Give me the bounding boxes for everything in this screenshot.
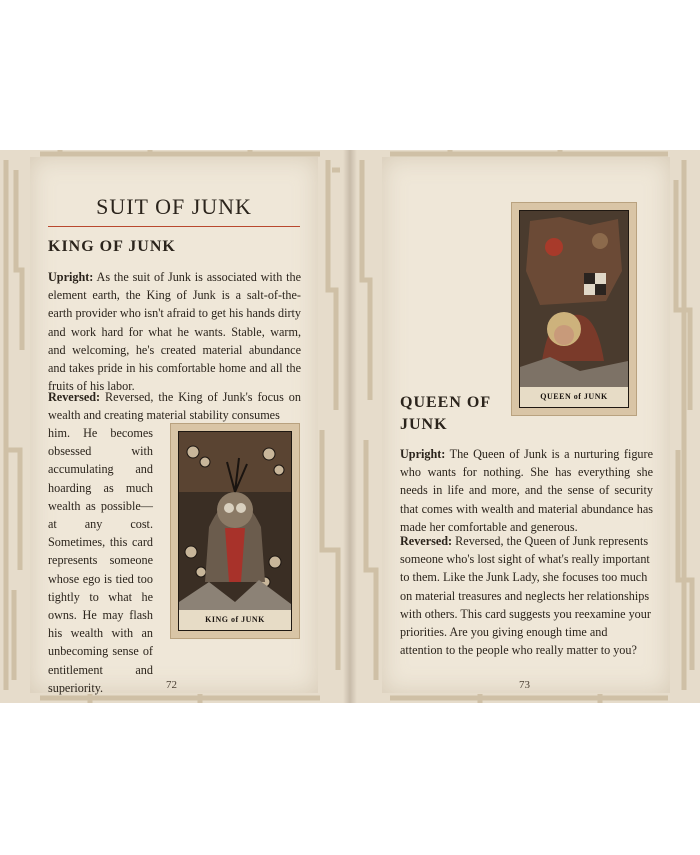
queen-reversed-text: Reversed, the Queen of Junk represents someone who's lost sight of what's really important to them. Like the Junk Lady, she focuses too much on material treasures and neglects her relationships with others. This card suggests you reexamine your priorities. Are you giving enough time and attention to the people who really matter to you? xyxy=(400,534,651,658)
king-upright-text: As the suit of Junk is associated with the element earth, the King of Junk is a salt-of-the-earth provider who isn't afraid to get his hands dirty and work hard for what he wants. Stable, warm, and welcoming, he's created material abundance and takes pride in his comfortable home and all the fruits of his labor. xyxy=(48,270,301,394)
king-reversed-column: him. He becomes obsessed with accumulating and hoarding as much wealth as possible—at any cost. Sometimes, this card represents someone whose ego is tied too tightly to what he owns. He may flash his wealth with an unbecoming sense of entitlement and superiority. xyxy=(48,426,153,695)
queen-of-junk-card xyxy=(511,202,637,416)
suit-title: SUIT OF JUNK xyxy=(96,194,252,219)
book-spread xyxy=(0,150,700,703)
king-reversed-label: Reversed: xyxy=(48,390,101,404)
queen-card-illustration xyxy=(519,210,629,408)
book-gutter xyxy=(343,150,357,703)
queen-reversed-label: Reversed: xyxy=(400,534,453,548)
king-heading: KING OF JUNK xyxy=(48,238,176,255)
queen-heading: QUEEN OF JUNK xyxy=(400,394,491,433)
king-upright-paragraph xyxy=(48,268,301,395)
queen-upright-paragraph xyxy=(400,445,653,536)
queen-upright-label: Upright: xyxy=(400,447,446,461)
queen-reversed-paragraph xyxy=(400,532,653,659)
title-rule xyxy=(48,226,300,227)
king-of-junk-card xyxy=(170,423,300,639)
queen-card-label: QUEEN of JUNK xyxy=(540,392,608,401)
king-card-illustration xyxy=(178,431,292,631)
king-reversed-text-top: Reversed, the King of Junk's focus on wealth and creating material stability consumes xyxy=(48,390,301,423)
king-card-label: KING of JUNK xyxy=(205,615,265,624)
queen-upright-text: The Queen of Junk is a nurturing figure who wants for nothing. She has everything she needs in life and more, and the sense of security that comes with wealth and material abundance has made her comfortable and generous. xyxy=(400,447,653,534)
page-number-right: 73 xyxy=(519,679,530,691)
king-upright-label: Upright: xyxy=(48,270,94,284)
king-reversed-paragraph xyxy=(48,388,301,424)
page-number-left: 72 xyxy=(166,679,177,691)
